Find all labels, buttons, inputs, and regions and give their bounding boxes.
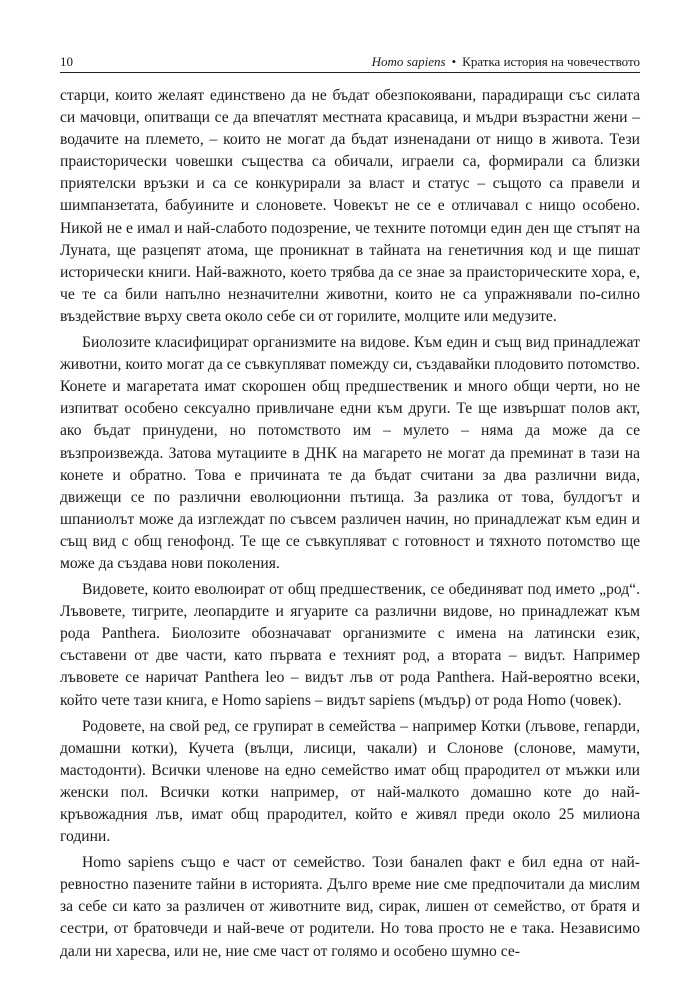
running-header: [60, 52, 640, 72]
paragraph: Биолозите класифицират организмите на видове. Към един и същ вид принадлежат животни, които могат да се съвкупляват помежду си, създавайки плодовито потомство. Конете и магаретата имат скорошен общ предшественик и много общи черти, но не изпитват особено сексуално привличане едни към други. Те ще извършат полов акт, ако бъдат принудени, но потомството им – мулето – няма да може да се възпроизвежда. Затова мутациите в ДНК на магарето не могат да преминат в тази на конете и обратно. Това е причината те да бъдат считани за два различни вида, движещи се по различни еволюционни пътища. За разлика от това, булдогът и шпаниолът може да изглеждат по съвсем различен начин, но принадлежат към един и същ вид с общ генофонд. Те ще се съвкупляват с готовност и тяхното потомство ще може да създава нови поколения.: [60, 334, 640, 572]
book-page: [60, 0, 640, 999]
header-rule: [60, 72, 640, 73]
header-separator: •: [451, 54, 457, 69]
body-text: [60, 85, 640, 963]
page-number: 10: [60, 54, 73, 69]
paragraph: Homo sapiens също е част от семейство. Този баналеn факт е бил една от най-ревностно пазените тайни в историята. Дълго време ние сме предпочитали да мислим за себе си като за различен от животните вид, сирак, лишен от семейство, от братя и сестри, от братовчеди и най-вече от родители. Но това просто не е така. Независимо дали ни харесва, или не, ние сме част от голямо и особено шумно се-: [60, 854, 640, 960]
paragraph: Видовете, които еволюират от общ предшественик, се обединяват под името „род“. Лъвовете, тигрите, леопардите и ягуарите са различни видове, но принадлежат към рода Panthera. Биолозите обозначават организмите с имена на латински език, съставени от две части, като първата е техният род, а втората – видът. Например лъвовете се наричат Panthera leo – видът лъв от рода Panthera. Най-вероятно всеки, който чете тази книга, е Homo sapiens – видът sapiens (мъдър) от рода Homo (човек).: [60, 581, 640, 709]
book-subtitle: Кратка история на човечеството: [462, 54, 640, 69]
book-title: Homo sapiens: [371, 54, 446, 69]
paragraph: Родовете, на свой ред, се групират в семейства – например Котки (лъвове, гепарди, домашни котки), Кучета (вълци, лисици, чакали) и Слонове (слонове, мамути, мастодонти). Всички членове на едно семейство имат общ прародител от мъжки или женски пол. Всички котки например, от най-малкото домашно коте до най-кръвожадния лъв, имат общ прародител, който е живял преди около 25 милиона години.: [60, 717, 640, 846]
header-title-group: [372, 52, 640, 72]
paragraph: старци, които желаят единствено да не бъдат обезпокоявани, парадиращи със силата си мачовци, опитващи се да впечатлят местната красавица, и мъдри възрастни жени – водачите на племето, – които не могат да бъдат изненадани от нищо в живота. Тези праисторически човешки същества са обичали, играели са, формирали са близки приятелски връзки и са се конкурирали за власт и статус – същото са правели и шимпанзетата, бабуините и слоновете. Човекът не се е отличавал с нищо особено. Никой не е имал и най-слабото подозрение, че техните потомци един ден ще стъпят на Луната, ще разцепят атома, ще проникнат в тайната на генетичния код и ще пишат исторически книги. Най-важното, което трябва да се знае за праисторическите хора, е, че те са били напълно незначителни животни, които не са упражнявали по-силно въздействие върху света около себе си от горилите, молците или медузите.: [60, 87, 640, 325]
